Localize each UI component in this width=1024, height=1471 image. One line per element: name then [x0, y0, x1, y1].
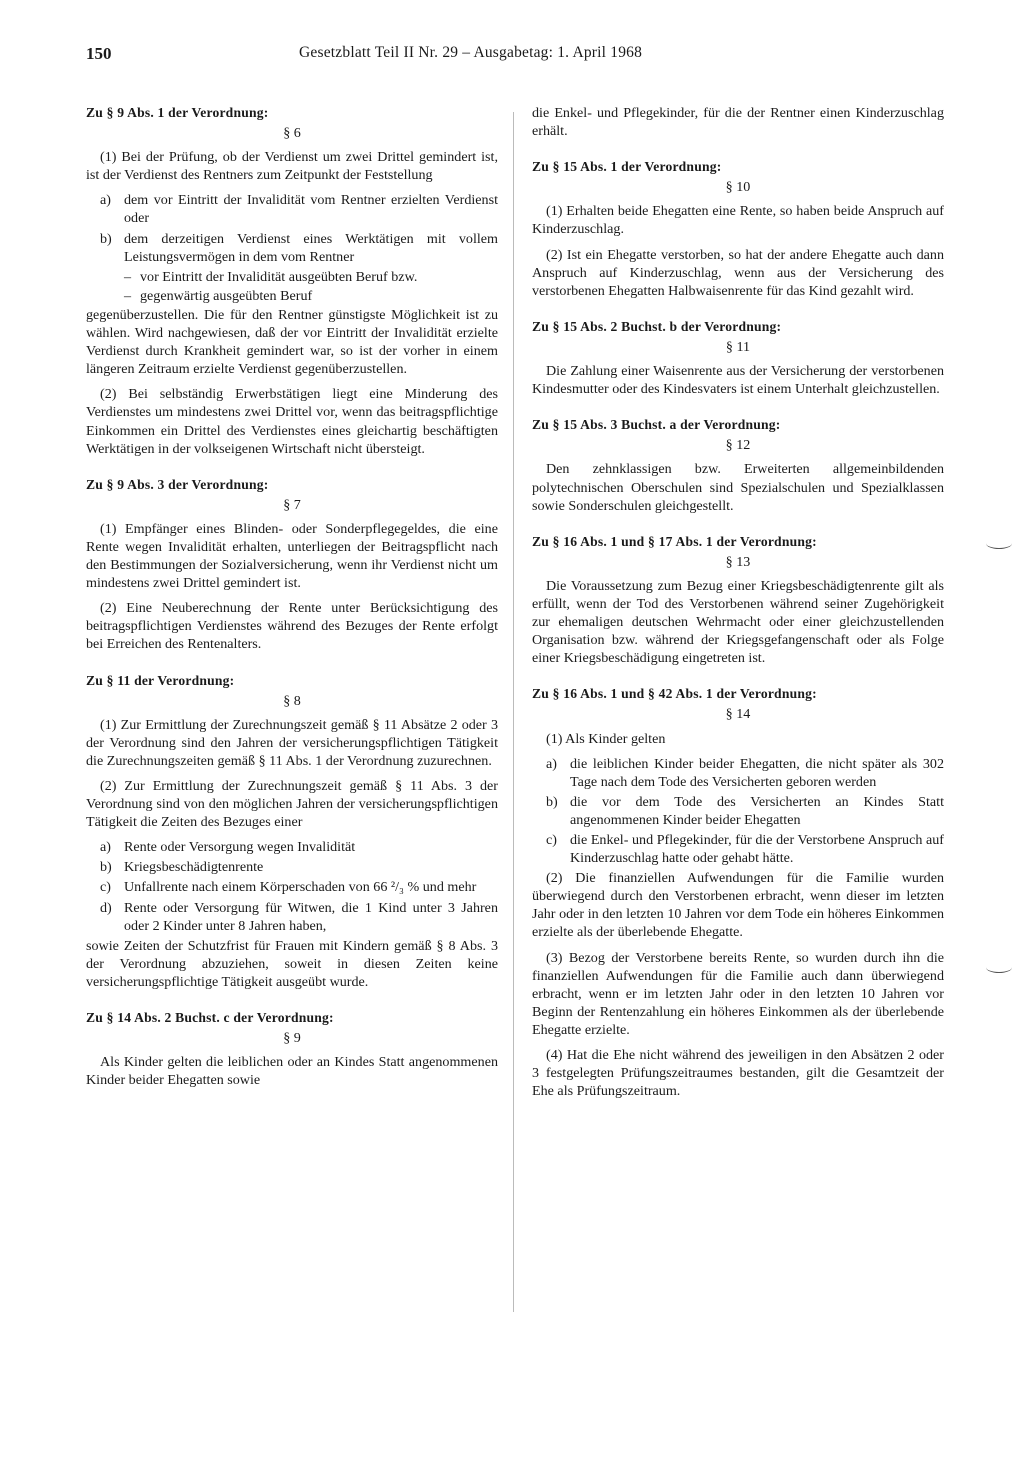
paragraph-text: (1) Empfänger eines Blinden- oder Sonderpflegegeldes, die eine Rente wegen Invalidität erhalten, unterliegen der Beitragspflicht nach den Bestimmungen der Sozialversicherung, wenn ihr Verdienst nicht um mindestens zwei Drittel gemindert ist.: [86, 520, 498, 592]
paragraph-number: § 10: [725, 179, 751, 196]
list-text: die leiblichen Kinder beider Ehegatten, die nicht später als 302 Tage nach dem Tode des Versicherten geboren werden: [570, 755, 944, 790]
paragraph-text: (3) Bezog der Verstorbene bereits Rente, so wurden durch ihn die finanziellen Aufwendungen für die Familie auch dann überwiegend erbracht, wenn er im letzten Jahr oder in den letzten 10 Jahren vor Beginn der Rentenzahlung ein höheres Einkommen als der überlebende Ehegatte erzielte.: [532, 949, 944, 1038]
section-12: [532, 416, 944, 514]
list-text: dem vor Eintritt der Invalidität vom Rentner erzielten Verdienst oder: [124, 192, 498, 227]
paragraph-text: (2) Die finanziellen Aufwendungen für die Familie wurden überwiegend durch den Verstorbenen erbracht, wenn dieser im letzten Jahr oder in den letzten 10 Jahren vor dem Tode ein höheres Einkommen erzielte als der überlebende Ehegatte.: [532, 870, 944, 941]
paragraph-text: (1) Zur Ermittlung der Zurechnungszeit gemäß § 11 Absätze 2 oder 3 der Verordnung sind den Jahren der versicherungspflichtigen Tätigkeit die Zurechnungszeiten gemäß § 11 Abs. 1 der Verordnung zuzurechnen.: [86, 716, 498, 769]
paragraph-text: (2) Bei selbständig Erwerbstätigen liegt eine Minderung des Verdienstes um mindestens zwei Drittel vor, wenn das beitragspflichtige Einkommen ein Drittel des Verdienstes eines gleichartig beschäftigten Werktätigen in der volkseigenen Wirtschaft nicht übersteigt.: [86, 386, 498, 457]
section-11: [532, 318, 944, 398]
paragraph-number: § 11: [725, 338, 751, 355]
list-item: [532, 831, 944, 867]
paragraph-text: gegenüberzustellen. Die für den Rentner günstigste Möglichkeit ist zu wählen. Wird nachgewiesen, daß der vor Eintritt der Invalidität erzielte Verdienst durch Krankheit gemindert war, so ist der vorher in einem längeren Zeitraum erzielte Verdienst gegenüberzustellen.: [86, 306, 498, 378]
paragraph-text: (1) Bei der Prüfung, ob der Verdienst um zwei Drittel gemindert ist, ist der Verdienst des Rentners zum Zeitpunkt der Feststellung: [86, 149, 498, 184]
paragraph-number: § 6: [283, 125, 301, 142]
section-heading: Zu § 14 Abs. 2 Buchst. c der Verordnung:: [86, 1010, 334, 1026]
section-14: [532, 685, 944, 1100]
paragraph-number: § 8: [283, 692, 301, 709]
paragraph-text: Als Kinder gelten die leiblichen oder an Kindes Statt angenommenen Kinder beider Ehegatten sowie: [86, 1054, 498, 1089]
section-heading: Zu § 11 der Verordnung:: [86, 672, 235, 688]
margin-mark: [986, 538, 1012, 549]
column-divider: [513, 112, 514, 1312]
list-item: [86, 838, 498, 856]
list-label: c): [546, 832, 557, 848]
dash-text: vor Eintritt der Invalidität ausgeübten Beruf bzw.: [140, 268, 418, 285]
page-title: Gesetzblatt Teil II Nr. 29 – Ausgabetag: 1. April 1968: [299, 44, 643, 61]
section-9-continued: [532, 104, 944, 140]
list-text: Rente oder Versorgung für Witwen, die 1 Kind unter 3 Jahren oder 2 Kinder unter 8 Jahren haben,: [124, 899, 498, 934]
right-column: [532, 104, 944, 1118]
margin-mark: [986, 962, 1012, 973]
list-label: b): [100, 230, 112, 247]
list-text: dem derzeitigen Verdienst eines Werktätigen mit vollem Leistungsvermögen in dem vom Rentner: [124, 230, 498, 265]
paragraph-text: (2) Eine Neuberechnung der Rente unter Berücksichtigung des beitragspflichtigen Verdienstes während des Bezuges der Rente erfolgt bei Erreichen des Rentenalters.: [86, 600, 498, 653]
section-heading: Zu § 16 Abs. 1 und § 17 Abs. 1 der Verordnung:: [532, 533, 817, 549]
paragraph-text: die Enkel- und Pflegekinder, für die der Rentner einen Kinderzuschlag erhält.: [532, 105, 944, 140]
list-label: d): [100, 899, 112, 916]
paragraph-number: § 12: [725, 437, 751, 454]
list-item: [86, 858, 498, 876]
section-7: [86, 476, 498, 654]
list-label: a): [546, 755, 557, 772]
paragraph-number: § 7: [283, 496, 301, 513]
paragraph-text: Die Voraussetzung zum Bezug einer Kriegsbeschädigtenrente gilt als erfüllt, wenn der Tod des Verstorbenen während seiner Zugehörigkeit zur ehemaligen deutschen Wehrmacht oder einer gleichzustellenden Organisation bzw. während der Kriegsgefangenschaft oder als Folge einer Kriegsbeschädigung eingetreten ist.: [532, 577, 944, 667]
section-6: [86, 104, 498, 458]
section-10: [532, 158, 944, 300]
list-item: [86, 230, 498, 266]
list-item: [532, 755, 944, 791]
paragraph-number: § 9: [283, 1030, 301, 1047]
paragraph-number: § 14: [725, 706, 751, 723]
page-number: 150: [86, 44, 112, 63]
list-text: die vor dem Tode des Versicherten an Kindes Statt angenommenen Kinder beider Ehegatten: [570, 793, 944, 828]
section-heading: Zu § 9 Abs. 1 der Verordnung:: [86, 105, 269, 120]
paragraph-text: sowie Zeiten der Schutzfrist für Frauen mit Kindern gemäß § 8 Abs. 3 der Verordnung abzuziehen, soweit in diesen Zeiten keine versicherungspflichtige Tätigkeit ausgeübt wurde.: [86, 937, 498, 990]
section-8: [86, 672, 498, 992]
section-heading: Zu § 15 Abs. 1 der Verordnung:: [532, 159, 722, 175]
paragraph-text: (1) Als Kinder gelten: [546, 730, 666, 747]
paragraph-text: Die Zahlung einer Waisenrente aus der Versicherung der verstorbenen Kindesmutter oder des Kindesvaters ist einem Unterhalt gleichzustellen.: [532, 363, 944, 398]
list-text: die Enkel- und Pflegekinder, für die der Verstorbene Anspruch auf Kinderzuschlag hatte oder gehabt hätte.: [570, 832, 944, 867]
section-heading: Zu § 9 Abs. 3 der Verordnung:: [86, 476, 269, 492]
list-item: [86, 878, 498, 896]
dash-text: gegenwärtig ausgeübten Beruf: [140, 287, 313, 304]
list-label: a): [100, 839, 111, 856]
paragraph-text: (2) Zur Ermittlung der Zurechnungszeit gemäß § 11 Abs. 3 der Verordnung sind von den möglichen Jahren der versicherungspflichtigen Tätigkeit die Zeiten des Bezuges einer: [86, 778, 498, 831]
dash-item: [124, 268, 498, 286]
list-label: c): [100, 879, 111, 896]
paragraph-text: (4) Hat die Ehe nicht während des jeweiligen in den Absätzen 2 oder 3 festgelegten Prüfungszeitraumes bestanden, gilt die Gesamtzeit der Ehe als Prüfungszeitraum.: [532, 1047, 944, 1100]
list-text: Unfallrente nach einem Körperschaden von 66 ²/₃ % und mehr: [124, 879, 477, 896]
list-label: b): [100, 859, 112, 876]
paragraph-text: Den zehnklassigen bzw. Erweiterten allgemeinbildenden polytechnischen Oberschulen sind Spezialschulen und Spezialklassen sowie Sonderschulen gleichgestellt.: [532, 461, 944, 514]
section-heading: Zu § 15 Abs. 3 Buchst. a der Verordnung:: [532, 417, 781, 433]
list-label: a): [100, 192, 111, 209]
paragraph-text: (2) Ist ein Ehegatte verstorben, so hat der andere Ehegatte auch dann Anspruch auf Kinderzuschlag, wenn aus der Versicherung des verstorbenen Ehegatten Halbwaisenrente für das Kind gezahlt wird.: [532, 246, 944, 299]
list-text: Rente oder Versorgung wegen Invalidität: [124, 839, 356, 856]
paragraph-text: (1) Erhalten beide Ehegatten eine Rente, so haben beide Anspruch auf Kinderzuschlag.: [532, 203, 944, 238]
section-heading: Zu § 16 Abs. 1 und § 42 Abs. 1 der Verordnung:: [532, 686, 817, 702]
paragraph-number: § 13: [725, 553, 751, 570]
section-13: [532, 533, 944, 668]
dash-item: [124, 287, 498, 305]
dash-mark: –: [124, 268, 132, 285]
list-text: Kriegsbeschädigtenrente: [124, 859, 264, 876]
list-item: [86, 899, 498, 935]
page-header: [86, 44, 928, 72]
section-9: [86, 1009, 498, 1089]
dash-mark: –: [124, 287, 132, 304]
left-column: [86, 104, 498, 1107]
list-item: [532, 793, 944, 829]
list-item: [86, 191, 498, 227]
section-heading: Zu § 15 Abs. 2 Buchst. b der Verordnung:: [532, 318, 782, 334]
list-label: b): [546, 793, 558, 810]
